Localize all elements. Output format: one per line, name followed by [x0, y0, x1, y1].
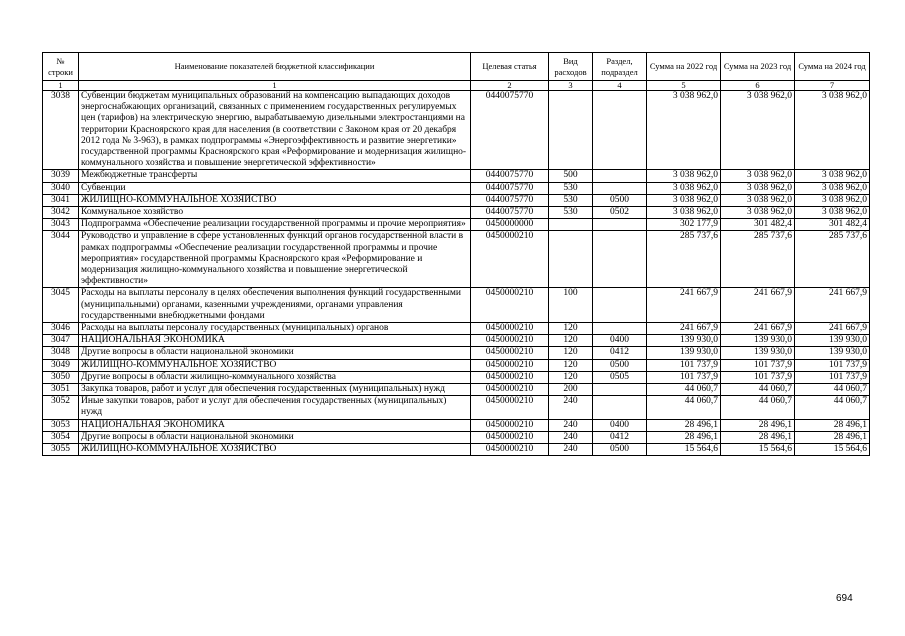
row-section: 0500 — [593, 444, 647, 456]
row-number: 3046 — [43, 323, 79, 335]
table-row — [43, 207, 870, 219]
column-number: 4 — [593, 81, 647, 91]
row-section — [593, 231, 647, 288]
row-name: Межбюджетные трансферты — [79, 170, 471, 182]
row-number: 3043 — [43, 219, 79, 231]
row-sum-2022: 44 060,7 — [647, 396, 721, 419]
column-number-row — [43, 81, 870, 91]
row-number: 3042 — [43, 207, 79, 219]
row-sum-2023: 3 038 962,0 — [721, 194, 795, 206]
row-section — [593, 323, 647, 335]
row-sum-2023: 3 038 962,0 — [721, 170, 795, 182]
row-name: Расходы на выплаты персоналу в целях обеспечения выполнения функций государственными (муниципальными) органами, казенными учреждениями, органами управления государственными внебюджетными фондами — [79, 288, 471, 323]
table-row — [43, 219, 870, 231]
row-target: 0450000210 — [471, 371, 549, 383]
row-sum-2022: 302 177,9 — [647, 219, 721, 231]
row-sum-2023: 139 930,0 — [721, 347, 795, 359]
row-sum-2023: 3 038 962,0 — [721, 182, 795, 194]
row-expense-type: 240 — [549, 419, 593, 431]
row-name: Субвенции бюджетам муниципальных образований на компенсацию выпадающих доходов энергоснабжающих организаций, связанных с применением государственных регулируемых цен (тарифов) на электрическую энергию, вырабатываемую дизельными электростанциями на территории Красноярского края для населения (в соответствии с Законом края от 20 декабря 2012 года № 3-963), в рамках подпрограммы «Энергоэффективность и развитие энергетики» государственной программы Красноярского края «Реформирование и модернизация жилищно-коммунального хозяйства и повышение энергетической эффективности» — [79, 91, 471, 170]
row-target: 0440075770 — [471, 170, 549, 182]
row-target: 0450000210 — [471, 444, 549, 456]
column-number: 7 — [795, 81, 870, 91]
row-sum-2022: 15 564,6 — [647, 444, 721, 456]
row-sum-2023: 139 930,0 — [721, 335, 795, 347]
row-sum-2024: 3 038 962,0 — [795, 170, 870, 182]
row-expense-type — [549, 219, 593, 231]
row-sum-2024: 15 564,6 — [795, 444, 870, 456]
row-target: 0450000210 — [471, 288, 549, 323]
row-expense-type: 120 — [549, 371, 593, 383]
row-sum-2022: 285 737,6 — [647, 231, 721, 288]
row-name: Расходы на выплаты персоналу государственных (муниципальных) органов — [79, 323, 471, 335]
table-row — [43, 347, 870, 359]
row-sum-2023: 44 060,7 — [721, 384, 795, 396]
row-sum-2022: 241 667,9 — [647, 288, 721, 323]
row-name: ЖИЛИЩНО-КОММУНАЛЬНОЕ ХОЗЯЙСТВО — [79, 359, 471, 371]
row-sum-2022: 44 060,7 — [647, 384, 721, 396]
row-sum-2022: 28 496,1 — [647, 431, 721, 443]
row-number: 3048 — [43, 347, 79, 359]
row-sum-2022: 139 930,0 — [647, 335, 721, 347]
row-sum-2022: 3 038 962,0 — [647, 182, 721, 194]
column-number: 5 — [647, 81, 721, 91]
header-expense-type: Вид расходов — [549, 53, 593, 81]
row-expense-type: 120 — [549, 347, 593, 359]
row-sum-2024: 139 930,0 — [795, 347, 870, 359]
column-number: 3 — [549, 81, 593, 91]
row-name: НАЦИОНАЛЬНАЯ ЭКОНОМИКА — [79, 335, 471, 347]
row-number: 3051 — [43, 384, 79, 396]
table-row — [43, 288, 870, 323]
table-row — [43, 182, 870, 194]
row-sum-2023: 44 060,7 — [721, 396, 795, 419]
row-number: 3050 — [43, 371, 79, 383]
row-target: 0450000210 — [471, 323, 549, 335]
row-section — [593, 396, 647, 419]
row-sum-2024: 44 060,7 — [795, 384, 870, 396]
table-row — [43, 194, 870, 206]
table-row — [43, 231, 870, 288]
row-name: Субвенции — [79, 182, 471, 194]
row-target: 0450000210 — [471, 359, 549, 371]
column-number: 1 — [43, 81, 79, 91]
row-expense-type: 240 — [549, 431, 593, 443]
row-expense-type: 200 — [549, 384, 593, 396]
row-expense-type — [549, 91, 593, 170]
row-name: ЖИЛИЩНО-КОММУНАЛЬНОЕ ХОЗЯЙСТВО — [79, 444, 471, 456]
column-number: 2 — [471, 81, 549, 91]
table-row — [43, 444, 870, 456]
row-sum-2022: 28 496,1 — [647, 419, 721, 431]
row-sum-2022: 3 038 962,0 — [647, 170, 721, 182]
row-target: 0440075770 — [471, 194, 549, 206]
row-section — [593, 219, 647, 231]
row-expense-type: 500 — [549, 170, 593, 182]
header-sum-2023: Сумма на 2023 год — [721, 53, 795, 81]
row-section — [593, 384, 647, 396]
header-row — [43, 53, 870, 81]
row-sum-2023: 301 482,4 — [721, 219, 795, 231]
row-sum-2022: 241 667,9 — [647, 323, 721, 335]
table-row — [43, 384, 870, 396]
row-number: 3040 — [43, 182, 79, 194]
table-body — [43, 91, 870, 456]
row-expense-type: 530 — [549, 207, 593, 219]
row-target: 0440075770 — [471, 207, 549, 219]
row-sum-2024: 3 038 962,0 — [795, 207, 870, 219]
row-name: Закупка товаров, работ и услуг для обеспечения государственных (муниципальных) нужд — [79, 384, 471, 396]
row-number: 3044 — [43, 231, 79, 288]
row-target: 0440075770 — [471, 91, 549, 170]
column-number: 1 — [79, 81, 471, 91]
row-name: Другие вопросы в области национальной экономики — [79, 347, 471, 359]
table-row — [43, 323, 870, 335]
row-sum-2024: 101 737,9 — [795, 371, 870, 383]
row-number: 3039 — [43, 170, 79, 182]
row-sum-2023: 101 737,9 — [721, 371, 795, 383]
row-sum-2023: 28 496,1 — [721, 431, 795, 443]
row-sum-2022: 101 737,9 — [647, 359, 721, 371]
table-row — [43, 419, 870, 431]
row-expense-type: 120 — [549, 323, 593, 335]
row-number: 3053 — [43, 419, 79, 431]
column-number: 6 — [721, 81, 795, 91]
row-section: 0400 — [593, 335, 647, 347]
row-target: 0450000210 — [471, 335, 549, 347]
row-sum-2023: 3 038 962,0 — [721, 91, 795, 170]
row-sum-2023: 241 667,9 — [721, 323, 795, 335]
budget-table — [42, 52, 870, 456]
row-target: 0450000210 — [471, 347, 549, 359]
row-expense-type: 530 — [549, 194, 593, 206]
table-row — [43, 335, 870, 347]
row-section: 0505 — [593, 371, 647, 383]
row-expense-type: 120 — [549, 335, 593, 347]
row-number: 3047 — [43, 335, 79, 347]
table-row — [43, 396, 870, 419]
row-section — [593, 91, 647, 170]
row-sum-2024: 139 930,0 — [795, 335, 870, 347]
row-sum-2024: 3 038 962,0 — [795, 182, 870, 194]
row-sum-2022: 101 737,9 — [647, 371, 721, 383]
row-target: 0450000210 — [471, 431, 549, 443]
row-expense-type: 530 — [549, 182, 593, 194]
header-row-no: № строки — [43, 53, 79, 81]
row-sum-2023: 3 038 962,0 — [721, 207, 795, 219]
row-sum-2024: 241 667,9 — [795, 288, 870, 323]
row-section: 0412 — [593, 431, 647, 443]
row-name: Коммунальное хозяйство — [79, 207, 471, 219]
row-section: 0400 — [593, 419, 647, 431]
row-sum-2024: 301 482,4 — [795, 219, 870, 231]
row-target: 0440075770 — [471, 182, 549, 194]
row-sum-2024: 101 737,9 — [795, 359, 870, 371]
row-sum-2023: 15 564,6 — [721, 444, 795, 456]
row-section: 0500 — [593, 359, 647, 371]
row-name: Руководство и управление в сфере установленных функций органов государственной власти в рамках подпрограммы «Обеспечение реализации государственной программы и прочие мероприятия» государственной программы Красноярского края «Реформирование и модернизация жилищно-коммунального хозяйства и повышение энергетической эффективности» — [79, 231, 471, 288]
row-number: 3052 — [43, 396, 79, 419]
row-sum-2022: 3 038 962,0 — [647, 91, 721, 170]
row-section: 0502 — [593, 207, 647, 219]
row-name: Другие вопросы в области национальной экономики — [79, 431, 471, 443]
header-sum-2022: Сумма на 2022 год — [647, 53, 721, 81]
row-section — [593, 288, 647, 323]
row-sum-2024: 285 737,6 — [795, 231, 870, 288]
row-sum-2024: 241 667,9 — [795, 323, 870, 335]
row-target: 0450000210 — [471, 396, 549, 419]
table-row — [43, 431, 870, 443]
row-section — [593, 182, 647, 194]
row-sum-2023: 101 737,9 — [721, 359, 795, 371]
row-sum-2022: 3 038 962,0 — [647, 207, 721, 219]
table-row — [43, 91, 870, 170]
row-name: НАЦИОНАЛЬНАЯ ЭКОНОМИКА — [79, 419, 471, 431]
row-number: 3038 — [43, 91, 79, 170]
row-sum-2024: 3 038 962,0 — [795, 194, 870, 206]
header-section: Раздел, подраздел — [593, 53, 647, 81]
row-name: ЖИЛИЩНО-КОММУНАЛЬНОЕ ХОЗЯЙСТВО — [79, 194, 471, 206]
row-number: 3041 — [43, 194, 79, 206]
row-expense-type: 240 — [549, 396, 593, 419]
row-section: 0500 — [593, 194, 647, 206]
row-sum-2024: 28 496,1 — [795, 431, 870, 443]
header-sum-2024: Сумма на 2024 год — [795, 53, 870, 81]
header-name: Наименование показателей бюджетной классификации — [79, 53, 471, 81]
row-section: 0412 — [593, 347, 647, 359]
table-row — [43, 170, 870, 182]
row-name: Иные закупки товаров, работ и услуг для обеспечения государственных (муниципальных) нужд — [79, 396, 471, 419]
row-section — [593, 170, 647, 182]
row-expense-type: 100 — [549, 288, 593, 323]
row-name: Другие вопросы в области жилищно-коммунального хозяйства — [79, 371, 471, 383]
row-name: Подпрограмма «Обеспечение реализации государственной программы и прочие мероприятия» — [79, 219, 471, 231]
row-sum-2022: 3 038 962,0 — [647, 194, 721, 206]
row-sum-2023: 28 496,1 — [721, 419, 795, 431]
row-target: 0450000000 — [471, 219, 549, 231]
row-expense-type — [549, 231, 593, 288]
row-number: 3054 — [43, 431, 79, 443]
row-sum-2024: 44 060,7 — [795, 396, 870, 419]
row-expense-type: 240 — [549, 444, 593, 456]
row-number: 3055 — [43, 444, 79, 456]
row-sum-2024: 28 496,1 — [795, 419, 870, 431]
header-target: Целевая статья — [471, 53, 549, 81]
row-number: 3049 — [43, 359, 79, 371]
row-sum-2023: 241 667,9 — [721, 288, 795, 323]
row-expense-type: 120 — [549, 359, 593, 371]
row-target: 0450000210 — [471, 419, 549, 431]
page-number: 694 — [836, 593, 853, 604]
row-target: 0450000210 — [471, 231, 549, 288]
row-target: 0450000210 — [471, 384, 549, 396]
row-sum-2024: 3 038 962,0 — [795, 91, 870, 170]
row-sum-2022: 139 930,0 — [647, 347, 721, 359]
row-number: 3045 — [43, 288, 79, 323]
table-row — [43, 359, 870, 371]
table-row — [43, 371, 870, 383]
row-sum-2023: 285 737,6 — [721, 231, 795, 288]
